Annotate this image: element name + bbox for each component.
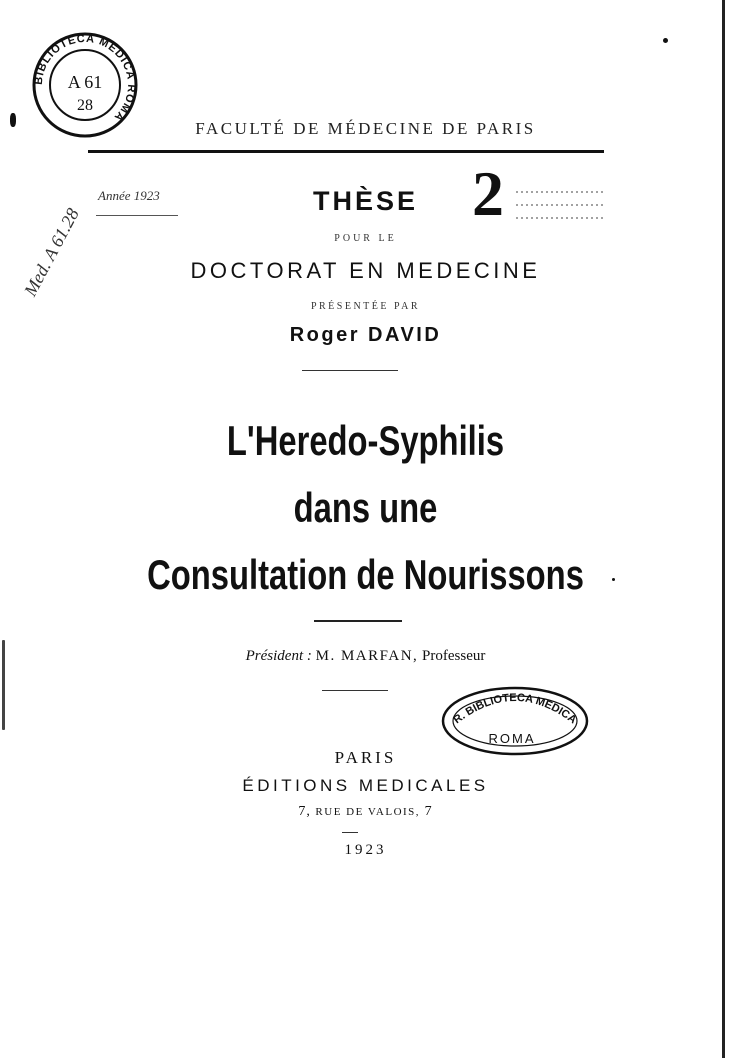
oval-stamp-city: ROMA [488, 731, 536, 746]
scan-edge-mark [2, 640, 5, 730]
president-role: Président : [245, 648, 312, 664]
these-heading: THÈSE [312, 186, 419, 216]
scan-speck [612, 578, 615, 581]
stamp-ring-text: BIBLIOTECA MEDICA ROMA [32, 32, 138, 124]
address-rule [342, 832, 358, 833]
scan-edge-mark [722, 0, 725, 1058]
pour-le-label: POUR LE [334, 233, 397, 244]
handwritten-margin-note: Med. A 61.28 [20, 204, 83, 300]
serial-number: 2 [472, 158, 504, 229]
header-rule [88, 150, 604, 153]
title-line-1: L'Heredo-Syphilis [226, 417, 505, 464]
dotted-lines-decoration [516, 180, 606, 230]
library-stamp-oval [440, 685, 590, 757]
imprint-address [0, 804, 731, 820]
imprint-year: 1923 [344, 842, 387, 858]
address-number: 7, [298, 804, 311, 819]
imprint-city: PARIS [334, 748, 397, 767]
president-line [0, 648, 731, 665]
president-title: Professeur [422, 648, 486, 664]
svg-text:R. BIBLIOTECA MEDICA [451, 692, 578, 726]
president-rule [322, 690, 388, 691]
stamp-number: 28 [77, 97, 93, 114]
address-number-2: 7 [424, 804, 433, 819]
faculty-header: FACULTÉ DE MÉDECINE DE PARIS [195, 119, 536, 138]
title-line-3: Consultation de Nourissons [147, 551, 584, 598]
title-line-2: dans une [293, 484, 438, 531]
address-street: RUE DE VALOIS, [315, 806, 421, 818]
scan-speck [663, 38, 668, 43]
oval-stamp-text: R. BIBLIOTECA MEDICA [451, 691, 579, 727]
scan-speck [10, 113, 16, 127]
title-rule [314, 620, 402, 622]
year-label: Année 1923 [98, 188, 160, 203]
imprint-publisher: ÉDITIONS MEDICALES [242, 776, 489, 795]
president-name: M. MARFAN, [315, 648, 419, 664]
author-rule [302, 370, 398, 371]
author-name: Roger DAVID [289, 324, 442, 346]
stamp-shelfmark: A 61 [67, 72, 103, 92]
degree-heading: DOCTORAT EN MEDECINE [190, 258, 541, 283]
presentee-par-label: PRÉSENTÉE PAR [310, 301, 421, 312]
